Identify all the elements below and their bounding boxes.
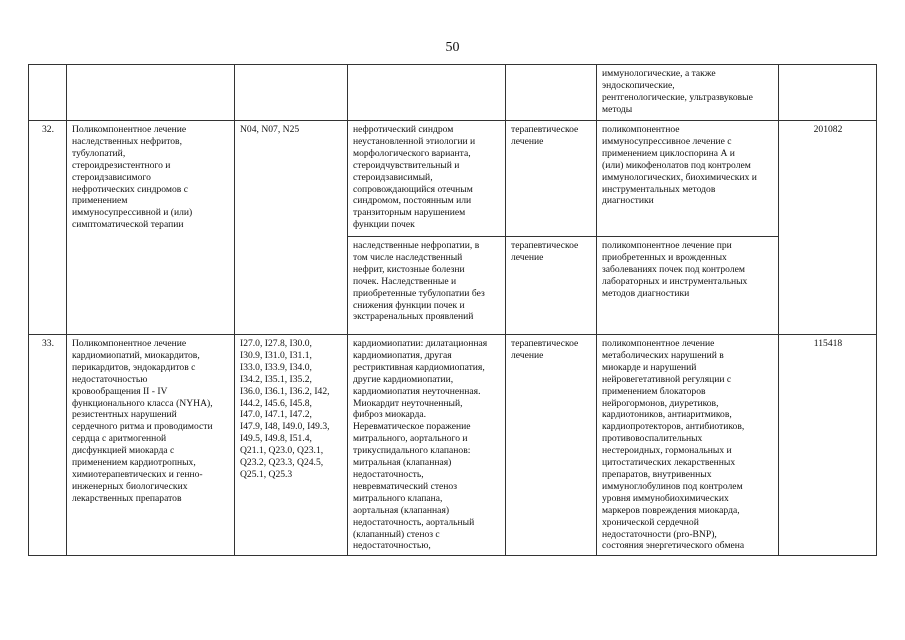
cell-model-empty [348, 65, 506, 121]
cell-amount-empty [779, 65, 877, 121]
cell-type: терапевтическое лечение [506, 121, 597, 237]
cell-type-empty [506, 65, 597, 121]
cell-method: поликомпонентное лечение при приобретенных и врожденных заболеваниях почек под контролем лабораторных и инструментальных методов диагностики [597, 237, 779, 335]
cell-codes-empty [235, 65, 348, 121]
table-row-32 [29, 121, 877, 237]
cell-method: поликомпонентное иммуносупрессивное лечение с применением циклоспорина А и (или) микофенолатов под контролем иммунологических, биохимических и инструментальных методов диагностики [597, 121, 779, 237]
table-row-continuation [29, 65, 877, 121]
cell-model: нефротический синдром неустановленной этиологии и морфологического варианта, стероидчувствительный и стероидзависимый, сопровождающийся отечным синдромом, постоянным или транзиторным нарушением функции почек [348, 121, 506, 237]
cell-name: Поликомпонентное лечение кардиомиопатий, миокардитов, перикардитов, эндокардитов с недостаточностью кровообращения II - IV функционального класса (NYHA), резистентных нарушений сердечного ритма и проводимости сердца с аритмогенной дисфункцией миокарда с применением кардиотропных, химиотерапевтических и генно- инженерных биологических лекарственных препаратов [67, 335, 235, 556]
cell-num: 32. [29, 121, 67, 335]
cell-num-empty [29, 65, 67, 121]
cell-name-empty [67, 65, 235, 121]
page-number: 50 [445, 40, 460, 55]
cell-type: терапевтическое лечение [506, 237, 597, 335]
table-row-33 [29, 335, 877, 556]
cell-amount: 201082 [779, 121, 877, 335]
cell-model: наследственные нефропатии, в том числе наследственный нефрит, кистозные болезни почек. Наследственные и приобретенные тубулопатии без снижения функции почек и экстраренальных проявлений [348, 237, 506, 335]
services-table [28, 64, 877, 556]
cell-method: поликомпонентное лечение метаболических нарушений в миокарде и нарушений нейровегетативной регуляции с применением блокаторов нейрогормонов, диуретиков, кардиотоников, антиаритмиков, кардиопротекторов, антибиотиков, противовоспалительных нестероидных, гормональных и цитостатических лекарственных препаратов, внутривенных иммуноглобулинов под контролем уровня иммунобиохимических маркеров повреждения миокарда, хронической сердечной недостаточности (pro-BNP), состояния энергетического обмена [597, 335, 779, 556]
cell-model: кардиомиопатии: дилатационная кардиомиопатия, другая рестриктивная кардиомиопатия, другие кардиомиопатии, кардиомиопатия неуточненная. Миокардит неуточненный, фиброз миокарда. Неревматическое поражение митрального, аортального и трикуспидального клапанов: митральная (клапанная) недостаточность, невревматический стеноз митрального клапана, аортальная (клапанная) недостаточность, аортальный (клапанный) стеноз с недостаточностью, [348, 335, 506, 556]
cell-codes: N04, N07, N25 [235, 121, 348, 335]
cell-type: терапевтическое лечение [506, 335, 597, 556]
cell-codes: I27.0, I27.8, I30.0, I30.9, I31.0, I31.1, I33.0, I33.9, I34.0, I34.2, I35.1, I35.2, I36.0, I36.1, I36.2, I42, I44.2, I45.6, I45.8, I47.0, I47.1, I47.2, I47.9, I48, I49.0, I49.3, I49.5, I49.8, I51.4, Q21.1, Q23.0, Q23.1, Q23.2, Q23.3, Q24.5, Q25.1, Q25.3 [235, 335, 348, 556]
cell-name: Поликомпонентное лечение наследственных нефритов, тубулопатий, стероидрезистентного и стероидзависимого нефротических синдромов с применением иммуносупрессивной и (или) симптоматической терапии [67, 121, 235, 335]
cell-method: иммунологические, а также эндоскопические, рентгенологические, ультразвуковые методы [597, 65, 779, 121]
cell-num: 33. [29, 335, 67, 556]
cell-amount: 115418 [779, 335, 877, 556]
